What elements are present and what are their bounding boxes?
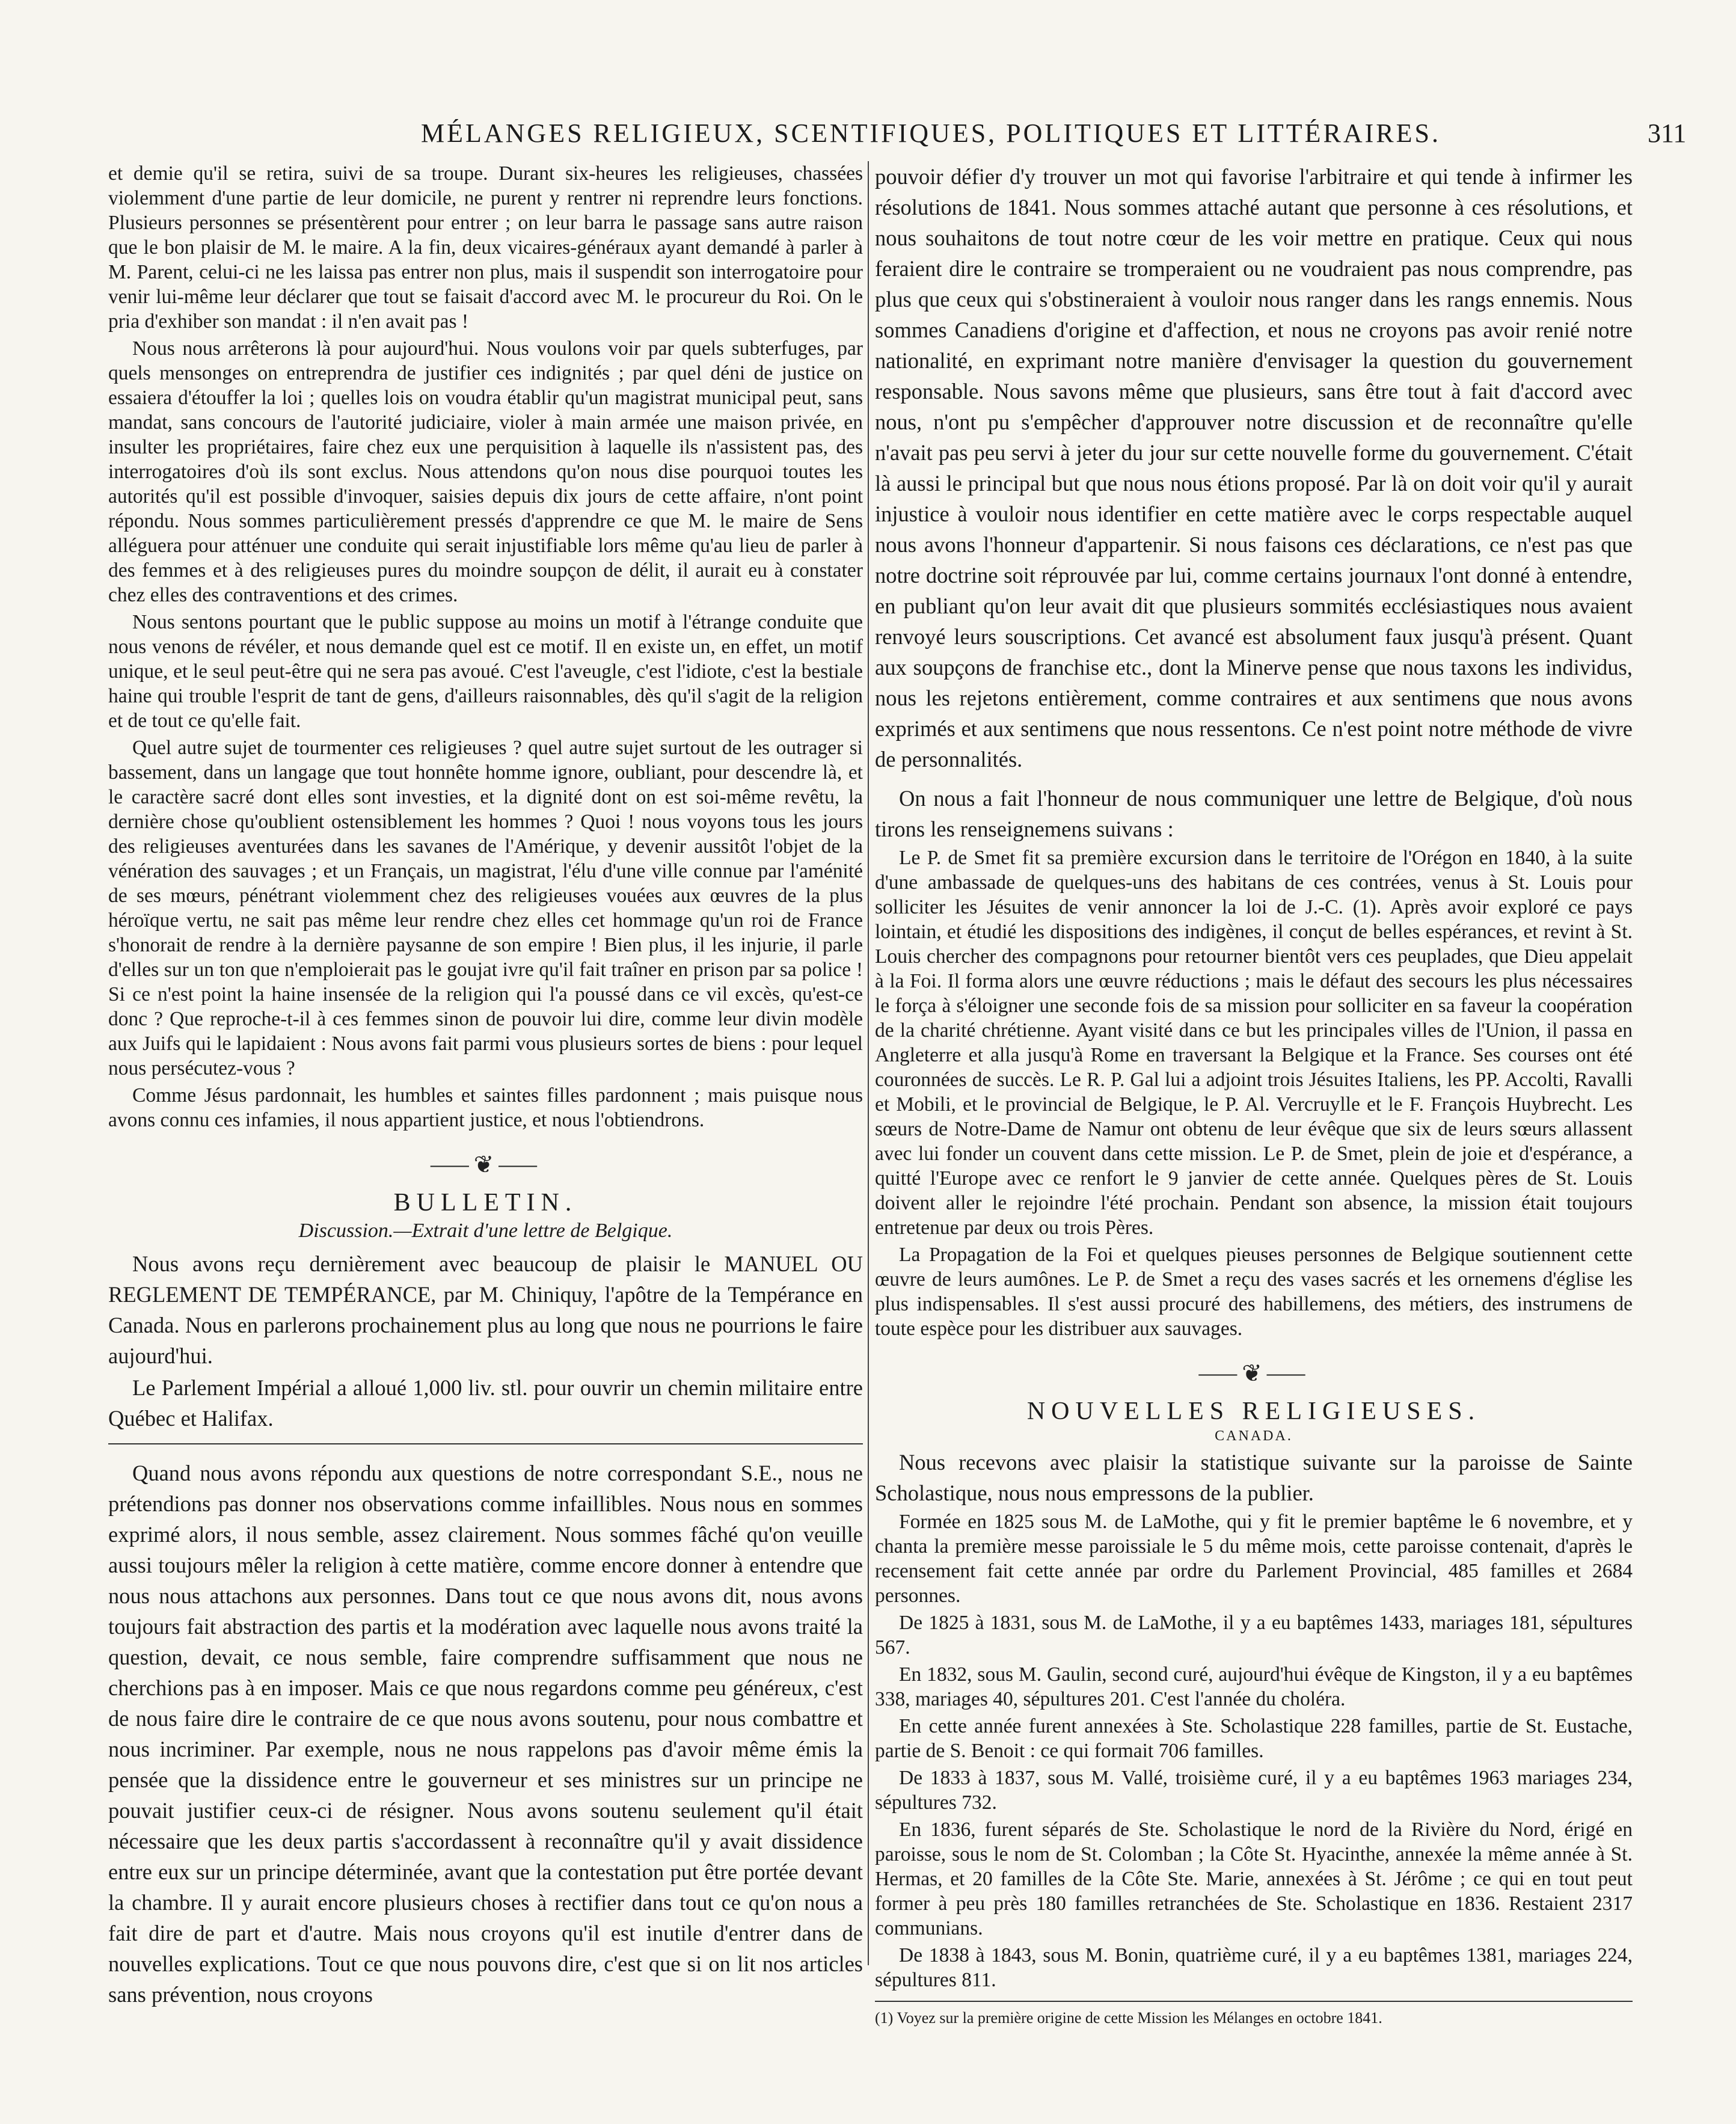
belgium-letter [875, 846, 1633, 1341]
bulletin-paragraph: Le Parlement Impérial a alloué 1,000 liv. stl. pour ouvrir un chemin militaire entre Québec et Halifax. [108, 1375, 863, 1431]
nouvelles-subtitle: CANADA. [1215, 1428, 1293, 1444]
ornament-divider: ⸺❦⸺ [1197, 1360, 1310, 1387]
discussion-paragraph: pouvoir défier d'y trouver un mot qui favorise l'arbitraire et qui tende à infirmer les résolutions de 1841. Nous sommes attaché autant que personne à ces résolutions, et nous souhaitons de tout notre cœur de les voir mettre en pratique. Ceux qui nous feraient dire le contraire se tromperaient ou ne voudraient pas nous comprendre, pas plus que ceux qui s'obstineraient à vouloir nous ranger dans les rangs ennemis. Nous sommes Canadiens d'origine et d'affection, et nous ne croyons pas avoir renié notre nationalité, en exprimant notre manière d'envisager la question du gouvernement responsable. Nous savons même que plusieurs, sans être tout à fait d'accord avec nous, n'ont pu s'empêcher d'approuver notre discussion et de reconnaître qu'elle n'avait pas peu servi à jeter du jour sur cette nouvelle forme du gouvernement. C'était là aussi le principal but que nous nous étions proposé. Par là on doit voir qu'il y aurait injustice à vouloir nous identifier en cette matière avec le corps respectable auquel nous avons l'honneur d'appartenir. Si nous faisons ces déclarations, ce n'est pas que notre doctrine soit réprouvée par lui, comme certains journaux l'ont donné à entendre, en publiant qu'on leur avait dit que plusieurs sommités ecclésiastiques nous avaient renvoyé leurs souscriptions. Cet avancé est absolument faux jusqu'à présent. Quant aux soupçons de franchise etc., dont la Minerve pense que nous taxons les individus, nous les rejetons entièrement, comme contraires et aux sentimens que nous avons exprimés et aux sentimens que nous ressentons. Ce n'est point notre méthode de vivre de personnalités. [875, 164, 1633, 772]
discussion-paragraph: Quand nous avons répondu aux questions de notre correspondant S.E., nous ne prétendions pas donner nos observations comme infaillibles. Nous nous en sommes exprimé alors, il nous semble, assez clairement. Nous sommes fâché qu'on veuille aussi toujours mêler la religion à cette matière, comme encore donner à entendre que nous nous attachons aux personnes. Dans tout ce que nous avons dit, nous avons toujours fait abstraction des partis et la modération avec laquelle nous avons traité la question, devait, ce nous semble, faire comprendre suffisamment que nous ne cherchions pas à en imposer. Mais ce que nous regardons comme peu généreux, c'est de nous faire dire le contraire de ce que nous avons soutenu, pour nous combattre et nous incriminer. Par exemple, nous ne nous rappelons pas d'avoir même émis la pensée que la dissidence entre le gouverneur et ses ministres sur un principe ne pouvait justifier ceux-ci de résigner. Nous avons soutenu seulement qu'il était nécessaire que les deux partis s'accordassent à reconnaître qu'il y avait dissidence entre eux sur un principe déterminée, avant que la contestation put être portée devant la chambre. Il y aurait encore plusieurs choses à rectifier dans tout ce qu'on nous a fait dire de part et d'autre. Mais nous croyons qu'il est inutile d'entrer dans de nouvelles explications. Tout ce que nous pouvons dire, c'est que si on lit nos articles sans prévention, nous croyons [108, 1461, 863, 2007]
right-column [875, 161, 1633, 2028]
article-paragraph: Quel autre sujet de tourmenter ces religieuses ? quel autre sujet surtout de les outrager si bassement, dans un langage que tout honnête homme ignore, oubliant, pour descendre là, et le caractère sacré dont elles sont investies, et la dignité dont on est soi-même revêtu, la dernière chose qu'oublient ostensiblement les hommes ? Quoi ! nous voyons tous les jours des religieuses aventurées dans les savanes de l'Amérique, y devenir aussitôt l'objet de la vénération des sauvages ; et un Français, un magistrat, l'élu d'une ville connue par l'aménité de ses mœurs, pénétrant violemment chez des religieuses vouées aux œuvres de la plus héroïque vertu, ne sait pas même leur rendre chez elles cet hommage qu'un roi de France s'honorait de rendre à la dernière paysanne de son empire ! Bien plus, il les injurie, il parle d'elles sur un ton que n'emploierait pas le goujat ivre qu'il fait traîner en prison par sa police ! Si ce n'est point la haine insensée de la religion qui l'a poussé dans ce vil excès, qu'est-ce donc ? Que reproche-t-il à ces femmes sinon de pouvoir lui dire, comme leur divin modèle aux Juifs qui le lapidaient : Nous avons fait parmi vous plusieurs sortes de biens : pour lequel nous persécutez-vous ? [108, 737, 863, 1079]
nouvelles-paragraph: En 1836, furent séparés de Ste. Scholastique le nord de la Rivière du Nord, érigé en paroisse, sous le nom de St. Colomban ; la Côte St. Hyacinthe, annexée la même année à St. Hermas, et 20 familles de la Côte Ste. Marie, annexées à St. Jérôme ; ce qui en tout peut former à peu près 180 familles retranchées de Ste. Scholastique en 1836. Restaient 2317 communians. [875, 1819, 1633, 1939]
nouvelles-paragraph: De 1838 à 1843, sous M. Bonin, quatrième curé, il y a eu baptêmes 1381, mariages 224, sépultures 811. [875, 1944, 1633, 1991]
nouvelles-body [875, 1509, 1633, 1992]
belgium-paragraph: La Propagation de la Foi et quelques pieuses personnes de Belgique soutiennent cette œuvre de leurs aumônes. Le P. de Smet a reçu des vases sacrés et les ornemens d'église les plus indispensables. Il s'est aussi procuré des habillemens, des métiers, des instrumens de toute espèce pour les distribuer aux sauvages. [875, 1244, 1633, 1340]
belgium-intro: On nous a fait l'honneur de nous communiquer une lettre de Belgique, d'où nous tirons les renseignemens suivans : [875, 786, 1633, 841]
belgium-paragraph: Le P. de Smet fit sa première excursion dans le territoire de l'Orégon en 1840, à la suite d'une ambassade de quelques-uns des habitans de ces contrées, venus à St. Louis pour solliciter les Jésuites de venir annoncer la loi de J.-C. (1). Après avoir exploré ce pays lointain, et étudié les dispositions des indigènes, il conçut de belles espérances, et revint à St. Louis chercher des compagnons pour retourner bientôt vers ces peuplades, que Dieu appelait à la Foi. Il forma alors une œuvre réductions ; mais le défaut des secours les plus nécessaires le força à s'éloigner une seconde fois de sa mission pour solliciter en sa faveur la coopération de la charité chrétienne. Ayant visité dans ce but les principales villes de l'Union, il passa en Angleterre et alla jusqu'à Rome en traversant la Belgique et la France. Ses courses ont été couronnées de succès. Le R. P. Gal lui a adjoint trois Jésuites Italiens, les PP. Accolti, Ravalli et Mobili, et le provincial de Belgique, le P. Al. Vercruylle et le F. François Huybrecht. Les sœurs de Notre-Dame de Namur ont obtenu de leur évêque que six de leurs sœurs allassent avec lui fonder un couvent dans cette mission. Le P. de Smet, plein de joie et d'espérance, a quitté l'Europe avec ce renfort le 9 janvier de cette année. Quelques pères de St. Louis doivent aller le rejoindre l'été prochain. Pendant son absence, la mission était toujours entretenue par deux ou trois Pères. [875, 847, 1633, 1239]
nouvelles-paragraph: Formée en 1825 sous M. de LaMothe, qui y fit le premier baptême le 6 novembre, et y chanta la première messe paroissiale le 5 du même mois, cette paroisse contenait, d'après le recensement fait cette année par ordre du Parlement Provincial, 485 familles et 2684 personnes. [875, 1511, 1633, 1607]
nouvelles-paragraph: En cette année furent annexées à Ste. Scholastique 228 familles, partie de St. Eustache, partie de S. Benoit : ce qui formait 706 familles. [875, 1715, 1633, 1762]
nouvelles-intro: Nous recevons avec plaisir la statistique suivante sur la paroisse de Sainte Scholastique, nous nous empressons de la publier. [875, 1450, 1633, 1505]
page-header: MÉLANGES RELIGIEUX, SCENTIFIQUES, POLITIQUES ET LITTÉRAIRES. [421, 118, 1441, 148]
footnote: (1) Voyez sur la première origine de cette Mission les Mélanges en octobre 1841. [875, 2009, 1382, 2027]
nouvelles-intro-block [875, 1447, 1633, 1508]
bulletin-subtitle: Discussion.—Extrait d'une lettre de Belgique. [298, 1220, 673, 1242]
bulletin-body [108, 1248, 863, 1434]
column-divider [868, 161, 869, 1965]
nouvelles-paragraph: De 1825 à 1831, sous M. de LaMothe, il y a eu baptêmes 1433, mariages 181, sépultures 567. [875, 1612, 1633, 1659]
bulletin-title: BULLETIN. [393, 1189, 578, 1217]
left-column [108, 161, 863, 2011]
article-body [108, 161, 863, 1132]
footnote-rule [875, 2001, 1633, 2002]
article-paragraph: Nous nous arrêterons là pour aujourd'hui. Nous voulons voir par quels subterfuges, par quels mensonges on entreprendra de justifier ces indignités ; par quel déni de justice on essaiera d'étouffer la loi ; quelles lois on voudra établir qu'un magistrat municipal peut, sans mandat, sans concours de l'autorité judiciaire, violer à main armée une maison privée, en insulter les propriétaires, faire chez eux une perquisition à laquelle ils n'assistent pas, des interrogatoires d'où ils sont exclus. Nous attendons qu'on nous dise pourquoi toutes les autorités qu'il est possible d'invoquer, saisies depuis dix jours de cette affaire, n'ont point répondu. Nous sommes particulièrement pressés d'apprendre ce que M. le maire de Sens alléguera pour atténuer une conduite qui serait injustifiable lors même qu'au lieu de parler à des femmes et à des religieuses pures du moindre soupçon de délit, il aurait eu à constater chez elles des contraventions et des crimes. [108, 337, 863, 606]
nouvelles-paragraph: De 1833 à 1837, sous M. Vallé, troisième curé, il y a eu baptêmes 1963 mariages 234, sépultures 732. [875, 1767, 1633, 1814]
page-number: 311 [1648, 118, 1687, 148]
discussion-continued [875, 161, 1633, 775]
bulletin-paragraph: Nous avons reçu dernièrement avec beaucoup de plaisir le MANUEL OU REGLEMENT DE TEMPÉRANCE, par M. Chiniquy, l'apôtre de la Tempérance en Canada. Nous en parlerons prochainement plus au long que nous ne pourrions le faire aujourd'hui. [108, 1251, 863, 1368]
discussion-body [108, 1458, 863, 2010]
nouvelles-title: NOUVELLES RELIGIEUSES. [1026, 1398, 1481, 1425]
belgium-intro-block [875, 783, 1633, 844]
article-paragraph: Nous sentons pourtant que le public suppose au moins un motif à l'étrange conduite que nous venons de révéler, et nous demande quel est ce motif. Il en existe un, en effet, un motif unique, et le seul peut-être qui ne sera pas avoué. C'est l'aveugle, c'est l'idiote, c'est la bestiale haine qui trouble l'esprit de tant de gens, d'ailleurs raisonnables, dès qu'il s'agit de la religion et de tout ce qu'elle fait. [108, 611, 863, 732]
ornament-divider: ⸺❦⸺ [429, 1151, 542, 1178]
nouvelles-paragraph: En 1832, sous M. Gaulin, second curé, aujourd'hui évêque de Kingston, il y a eu baptêmes 338, mariages 40, sépultures 201. C'est l'année du choléra. [875, 1663, 1633, 1710]
horizontal-rule [108, 1443, 863, 1444]
article-paragraph: et demie qu'il se retira, suivi de sa troupe. Durant six-heures les religieuses, chassées violemment d'une partie de leur domicile, ne purent y rentrer ni reprendre leurs fonctions. Plusieurs personnes se présentèrent pour entrer ; on leur barra le passage sans autre raison que le bon plaisir de M. le maire. A la fin, deux vicaires-généraux ayant demandé à parler à M. Parent, celui-ci ne les laissa pas entrer non plus, mais il suspendit son interrogatoire pour venir lui-même leur déclarer que tout se faisait d'accord avec M. le procureur du Roi. On le pria d'exhiber son mandat : il n'en avait pas ! [108, 162, 863, 333]
article-paragraph: Comme Jésus pardonnait, les humbles et saintes filles pardonnent ; mais puisque nous avons connu ces infamies, il nous appartient justice, et nous l'obtiendrons. [108, 1084, 863, 1131]
